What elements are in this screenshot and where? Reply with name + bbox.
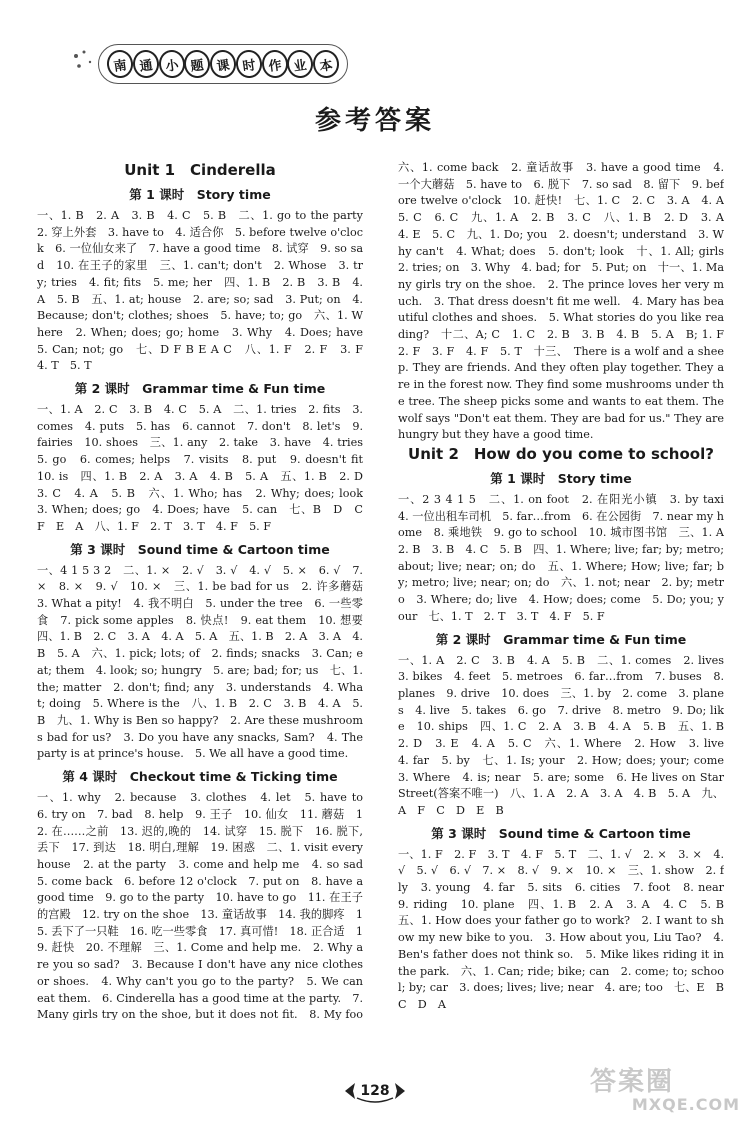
unit-heading: Unit 2 How do you come to school? bbox=[408, 444, 714, 463]
series-char: 南 bbox=[105, 48, 134, 79]
lesson-heading: 第 1 课时 Story time bbox=[129, 187, 271, 202]
lesson-heading: 第 2 课时 Grammar time & Fun time bbox=[74, 381, 326, 397]
series-logo bbox=[98, 44, 348, 84]
answer-block: 一、1. A 2. C 3. B 4. C 5. A 二、1. tries 2. fits 3. comes 4. puts 5. has 6. cannot 7. don't 8. let's 9. fairies 10. shoes 三、1. any 2. take 3. have 4. tries 5. go 6. comes; helps 7. visits 8. put 9. doesn't fit 10. is 四、1. B 2. A 3. A 4. B 5. A 五、1. B 2. D 3. C 4. A 5. B 六、1. Who; has 2. Why; does; look 3. When; does; go 4. Does; have 5. can 七、B D C F E A 八、1. F 2. T 3. T 4. F 5. F bbox=[37, 403, 363, 533]
lesson-heading: 第 4 课时 Checkout time & Ticking time bbox=[62, 769, 338, 785]
answer-block: 一、4 1 5 3 2 二、1. × 2. √ 3. √ 4. √ 5. × 6. √ 7. × 8. × 9. √ 10. × 三、1. be bad for us 2. 许多蘑菇 3. What a pity! 4. 我不明白 5. under the tree 6. 一些零食 7. pick some apples 8. 快点! 9. eat them 10. 想要 四、1. B 2. C 3. A 4. A 5. A 五、1. B 2. A 3. A 4. B 5. A 六、1. pick; lots; of 2. finds; snacks 3. Can; eat; them 4. look; so; hungry 5. are; bad; for; us 七、1. the; matter 2. don't; find; any 3. understands 4. What; doing 5. Where is the 八、1. B 2. C 3. B 4. A 5. B 九、1. Why is Ben so happy? 2. Are these mushrooms bad for us? 3. Do you have any snacks, Sam? 4. The party is at prince's house. 5. We all have a good time. bbox=[37, 563, 363, 761]
lesson-heading: 第 2 课时 Grammar time & Fun time bbox=[435, 631, 687, 647]
series-char: 课 bbox=[208, 48, 237, 79]
watermark-title: 答案圈 bbox=[590, 1067, 675, 1097]
page-title: 参考答案 bbox=[314, 106, 435, 136]
series-char: 作 bbox=[260, 48, 289, 79]
series-char: 时 bbox=[234, 48, 263, 79]
watermark bbox=[590, 1068, 740, 1118]
answer-block: 一、1. A 2. C 3. B 4. A 5. B 二、1. comes 2. lives 3. bikes 4. feet 5. metroes 6. far…from 7. buses 8. planes 9. drive 10. does 三、1. by 2. come 3. planes 4. live 5. takes 6. go 7. drive 8. metro 9. Do; like 10. ships 四、1. C 2. A 3. B 4. A 5. B 五、1. B 2. D 3. E 4. A 5. C 六、1. Where 2. How 3. live 4. far 5. by 七、1. Is; your 2. How; does; your; come 3. Where 4. is; near 5. are; some 6. He lives on Star Street(答案不唯一) 八、1. A 2. A 3. A 4. B 5. A 九、A F C D E B bbox=[398, 653, 724, 817]
lesson-heading bbox=[398, 1019, 724, 1020]
series-char: 题 bbox=[183, 48, 212, 79]
series-char: 通 bbox=[131, 48, 160, 79]
watermark-url: MXQE.COM bbox=[631, 1095, 740, 1114]
series-char: 业 bbox=[286, 48, 315, 79]
lesson-heading: 第 3 课时 Sound time & Cartoon time bbox=[431, 825, 691, 841]
page-number bbox=[343, 1078, 407, 1104]
page-number-text: 128 bbox=[360, 1083, 390, 1099]
right-answer-column bbox=[398, 160, 724, 1020]
left-answer-column bbox=[37, 160, 363, 1020]
answer-block: 一、1. B 2. A 3. B 4. C 5. B 二、1. go to the party 2. 穿上外套 3. have to 4. 适合你 5. before twelve o'clock 6. 一位仙女来了 7. have a good time 8. 试穿 9. so sad 10. 在王子的家里 三、1. can't; don't 2. Whose 3. try; tries 4. fit; fits 5. me; her 四、1. B 2. B 3. B 4. A 5. B 五、1. at; house 2. are; so; sad 3. Put; on 4. Because; don't; clothes; shoes 5. have; to; go 六、1. Where 2. When; does; go; home 3. Why 4. Does; have 5. Can; not; go 七、D F B E A C 八、1. F 2. F 3. F 4. T 5. T bbox=[37, 209, 363, 373]
lesson-heading: 第 3 课时 Sound time & Cartoon time bbox=[70, 541, 330, 557]
lesson-heading: 第 1 课时 Story time bbox=[490, 470, 632, 486]
answer-block: 一、1. F 2. F 3. T 4. F 5. T 二、1. √ 2. × 3. × 4. √ 5. √ 6. √ 7. × 8. √ 9. × 10. × 三、1. show 2. fly 3. young 4. far 5. sits 6. cities 7. foot 8. near 9. riding 10. plane 四、1. B 2. A 3. A 4. C 5. B 五、1. How does your father go to work? 2. I want to show my new bike to you. 3. How about you, Liu Tao? 4. Ben's father does not think so. 5. Mike likes riding it in the park. 六、1. Can; ride; bike; can 2. come; to; school; by; car 3. does; lives; live; near 4. are; too 七、E B C D A bbox=[398, 847, 724, 1011]
answer-block: 六、1. come back 2. 童话故事 3. have a good time 4. 一个大蘑菇 5. have to 6. 脱下 7. so sad 8. 留下 9. before twelve o'clock 10. 赶快! 七、1. C 2. C 3. A 4. A 5. C 6. C 九、1. A 2. B 3. C 八、1. B 2. D 3. A 4. E 5. C 九、1. Do; you 2. doesn't; understand 3. Why can't 4. What; does 5. don't; look 十、1. All; girls 2. tries; on 3. Why 4. bad; for 5. Put; on 十一、1. Many girls try on the shoe. 2. The prince loves her very much. 3. That dress doesn't fit me well. 4. Mary has beautiful clothes and shoes. 5. What stories do you like reading? 十二、A; C 1. C 2. B 3. B 4. B 5. A B; 1. F 2. F 3. F 4. F 5. T 十三、 There is a wolf and a sheep. They are friends. And they often play together. They are in the forest now. They find some mushrooms under the tree. The sheep picks some and wants to eat them. The wolf says "Don't eat them. They are bad for us." They are hungry but they have a good time. bbox=[398, 161, 724, 442]
series-logo-decoration bbox=[70, 48, 100, 78]
answer-block: 一、1. why 2. because 3. clothes 4. let 5. have to 6. try on 7. bad 8. help 9. 王子 10. 仙女 11. 蘑菇 12. 在……之前 13. 迟的,晚的 14. 试穿 15. 脱下 16. 脱下,丢下 17. 到达 18. 明白,理解 19. 困惑 二、1. visit every house 2. at the party 3. come and help me 4. so sad 5. come back 6. before 12 o'clock 7. put on 8. have a good time 9. go to the party 10. have to go 11. 在王子的宫殿 12. try on the shoe 13. 童话故事 14. 我的脚疼 15. 丢下了一只鞋 16. 吃一些零食 17. 真可惜! 18. 正合适 19. 赶快 20. 不理解 三、1. Come and help me. 2. Why are you so sad? 3. Because I don't have any nice clothes or shoes. 4. Why can't you go to the party? 5. We can eat them. 6. Cinderella has a good time at the party. 7. Many girls try on the shoe, but it does not fit. 8. My foo bbox=[37, 791, 363, 1020]
series-char: 小 bbox=[157, 48, 186, 79]
series-char: 本 bbox=[311, 48, 340, 79]
unit-heading: Unit 1 Cinderella bbox=[124, 161, 276, 179]
answer-block: 一、2 3 4 1 5 二、1. on foot 2. 在阳光小镇 3. by taxi 4. 一位出租车司机 5. far…from 6. 在公园街 7. near my home 8. 乘地铁 9. go to school 10. 城市图书馆 三、1. A 2. B 3. B 4. C 5. B 四、1. Where; live; far; by; metro; about; live; near; on; do 五、1. Where; How; live; far; by; metro; live; near; on; do 六、1. not; near 2. by; metro 3. Where; do; live 4. How; does; come 5. Do; you; your 七、1. T 2. T 3. T 4. F 5. F bbox=[398, 492, 724, 623]
